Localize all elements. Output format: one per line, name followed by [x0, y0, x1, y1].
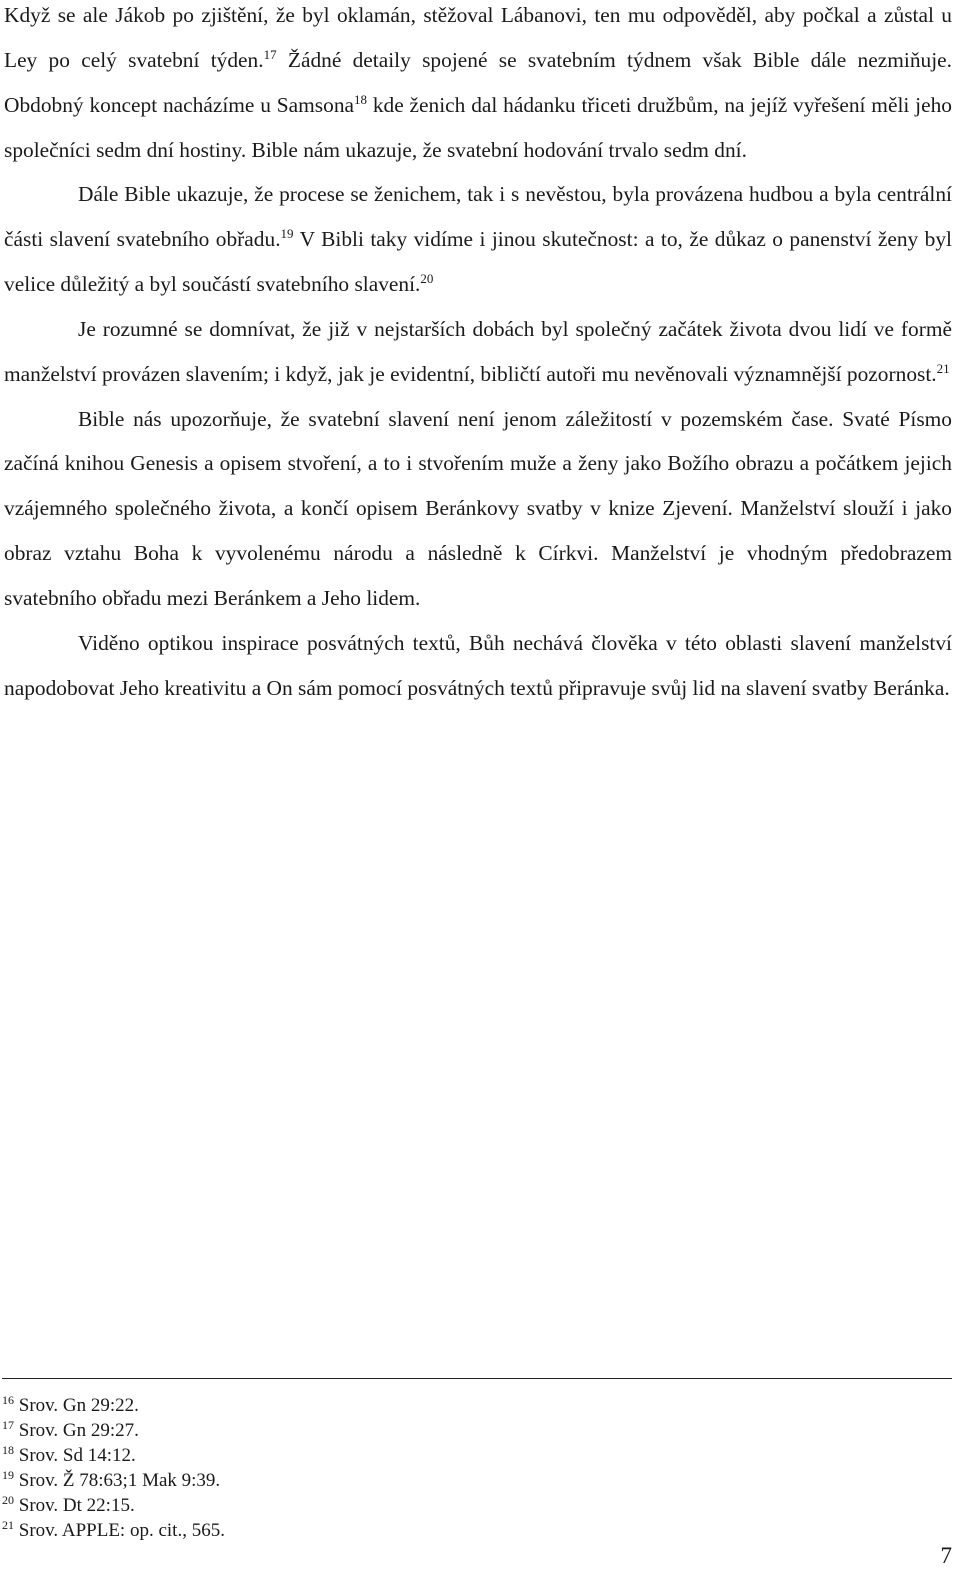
footnote-number: 19 — [2, 1467, 14, 1482]
paragraph-text: Viděno optikou inspirace posvátných textů, Bůh nechává člověka v této oblasti slavení manželství napodobovat Jeho kreativitu a On sám pomocí posvátných textů připravuje svůj lid na slavení svatby Beránka. — [4, 630, 952, 700]
footnote-number: 20 — [2, 1492, 14, 1507]
footnote-text: Srov. APPLE: op. cit., 565. — [18, 1520, 225, 1541]
paragraph-text: Je rozumné se domnívat, že již v nejstarších dobách byl společný začátek života dvou lidí ve formě manželství provázen slavením; i když, jak je evidentní, bibličtí autoři mu nevěnovali významnější pozornost. — [4, 316, 952, 386]
paragraph — [4, 172, 952, 307]
paragraph-text: Když se ale Jákob po zjištění, že byl oklamán, stěžoval Lábanovi, ten mu odpověděl, aby počkal a zůstal u Ley po celý svatební týden. — [4, 3, 952, 72]
footnote — [2, 1468, 225, 1493]
footnotes — [2, 1393, 225, 1543]
footnote-number: 21 — [2, 1517, 14, 1532]
paragraph — [4, 0, 952, 172]
footnote — [2, 1443, 225, 1468]
paragraph-text: kde ženich dal hádanku třiceti družbům, na jejíž vyřešení měli jeho společníci sedm dní hostiny. Bible nám ukazuje, že svatební hodování trvalo sedm dní. — [4, 92, 952, 162]
footnote-text: Srov. Sd 14:12. — [18, 1445, 136, 1466]
footnote — [2, 1393, 225, 1418]
paragraph-text: Dále Bible ukazuje, že procese se ženichem, tak i s nevěstou, byla provázena hudbou a byla centrální části slavení svatebního obřadu. — [4, 182, 952, 252]
footnote-text: Srov. Gn 29:22. — [18, 1395, 139, 1416]
body-text — [4, 0, 952, 711]
footnote — [2, 1418, 225, 1443]
footnote — [2, 1518, 225, 1543]
paragraph — [4, 621, 952, 711]
page-number: 7 — [940, 1543, 952, 1568]
footnote-reference: 19 — [280, 226, 294, 242]
footnote-reference: 20 — [420, 271, 434, 287]
paragraph-text: Bible nás upozorňuje, že svatební slavení není jenom záležitostí v pozemském čase. Svaté Písmo začíná knihou Genesis a opisem stvoření, a to i stvořením muže a ženy jako Božího obrazu a počátkem jejich vzájemného společného života, a končí opisem Beránkovy svatby v knize Zjevení. Manželství slouží i jako obraz vztahu Boha k vyvolenému národu a následně k Církvi. Manželství je vhodným předobrazem svatebního obřadu mezi Beránkem a Jeho lidem. — [4, 406, 952, 610]
paragraph-text: V Bibli taky vidíme i jinou skutečnost: a to, že důkaz o panenství ženy byl velice důležitý a byl součástí svatebního slavení. — [4, 227, 952, 297]
footnote-reference: 17 — [263, 46, 277, 62]
footnote-text: Srov. Ž 78:63;1 Mak 9:39. — [18, 1470, 221, 1491]
footnote-reference: 21 — [936, 360, 950, 376]
footnote — [2, 1493, 225, 1518]
paragraph — [4, 307, 952, 397]
footnote-number: 17 — [2, 1417, 14, 1432]
footnote-text: Srov. Gn 29:27. — [18, 1420, 139, 1441]
footnote-number: 16 — [2, 1392, 14, 1407]
paragraph-text: Žádné detaily spojené se svatebním týdnem však Bible dále nezmiňuje. Obdobný koncept nacházíme u Samsona — [4, 47, 952, 117]
footnote-number: 18 — [2, 1442, 14, 1457]
footnote-separator — [2, 1378, 952, 1379]
footnote-text: Srov. Dt 22:15. — [18, 1495, 135, 1516]
paragraph — [4, 397, 952, 621]
footnote-reference: 18 — [354, 91, 368, 107]
